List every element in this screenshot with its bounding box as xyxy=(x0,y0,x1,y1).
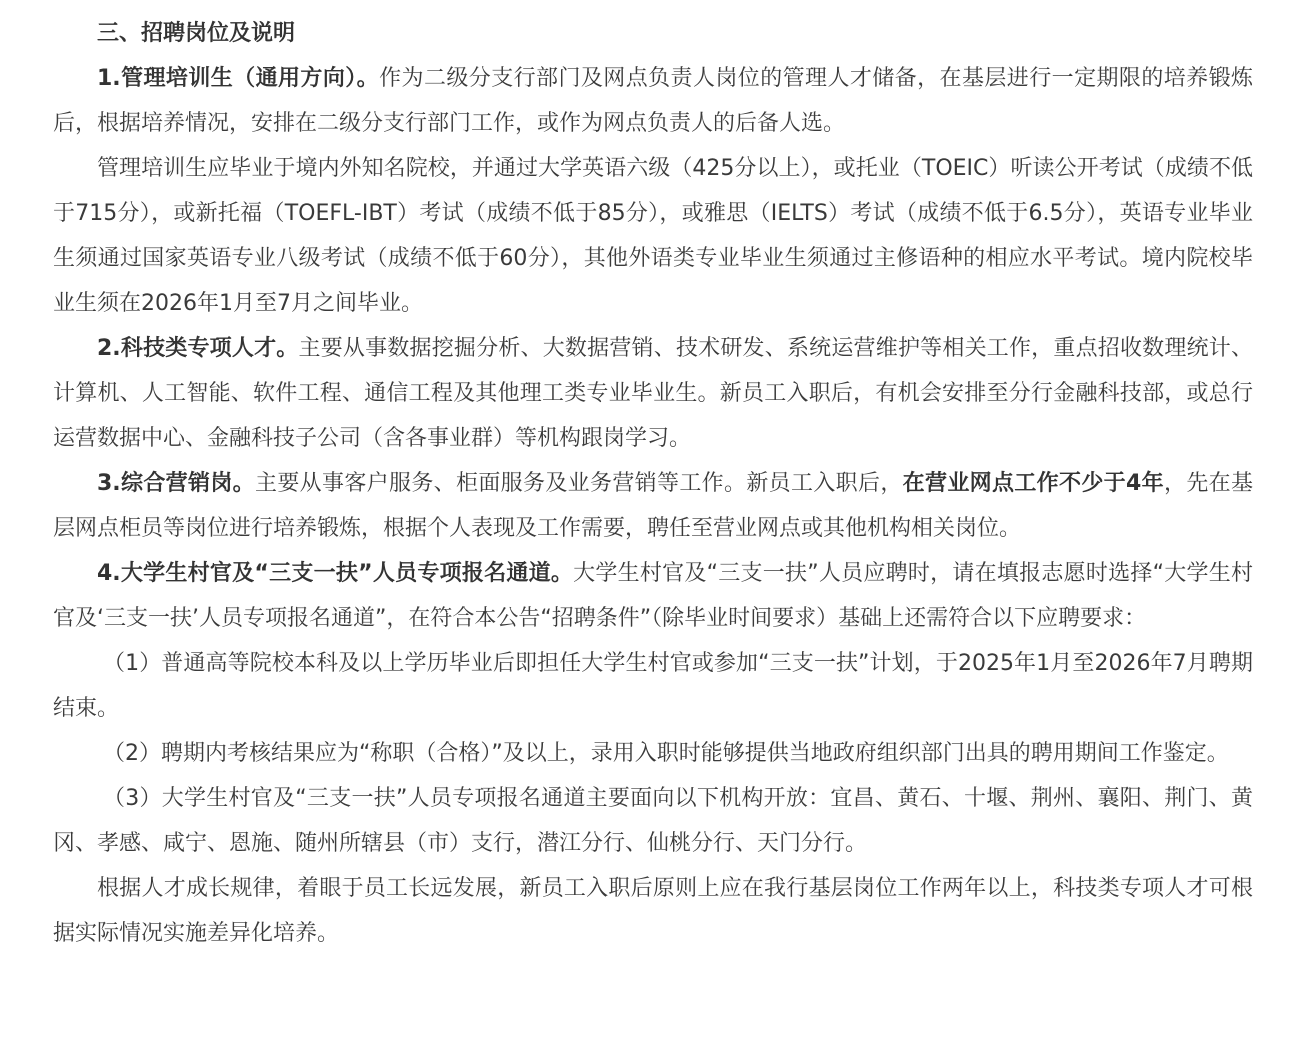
list-item: （3）大学生村官及“三支一扶”人员专项报名通道主要面向以下机构开放：宜昌、黄石、十堰、荆州、襄阳、荆门、黄冈、孝感、咸宁、恩施、随州所辖县（市）支行，潜江分行、仙桃分行、天门分行。 xyxy=(53,786,1253,856)
paragraph-marketing-post xyxy=(53,461,1253,551)
paragraph-text: 主要从事数据挖掘分析、大数据营销、技术研发、系统运营维护等相关工作，重点招收数理统计、计算机、人工智能、软件工程、通信工程及其他理工类专业毕业生。新员工入职后，有机会安排至分行金融科技部，或总行运营数据中心、金融科技子公司（含各事业群）等机构跟岗学习。 xyxy=(53,336,1253,451)
list-item: （1）普通高等院校本科及以上学历毕业后即担任大学生村官或参加“三支一扶”计划，于2025年1月至2026年7月聘期结束。 xyxy=(53,651,1253,721)
section-heading: 三、招聘岗位及说明 xyxy=(97,21,296,46)
paragraph-text: 作为二级分支行部门及网点负责人岗位的管理人才储备，在基层进行一定期限的培养锻炼后，根据培养情况，安排在二级分支行部门工作，或作为网点负责人的后备人选。 xyxy=(53,66,1253,136)
paragraph-closing: 根据人才成长规律，着眼于员工长远发展，新员工入职后原则上应在我行基层岗位工作两年以上，科技类专项人才可根据实际情况实施差异化培养。 xyxy=(53,876,1253,946)
paragraph-tech-talent xyxy=(53,326,1253,461)
paragraph-lead: 3.综合营销岗。 xyxy=(97,471,255,496)
paragraph-management-trainee xyxy=(53,56,1253,146)
paragraph-text: 大学生村官及“三支一扶”人员应聘时，请在填报志愿时选择“大学生村官及‘三支一扶’人员专项报名通道”，在符合本公告“招聘条件”（除毕业时间要求）基础上还需符合以下应聘要求： xyxy=(53,561,1253,631)
paragraph-text: 管理培训生应毕业于境内外知名院校，并通过大学英语六级（425分以上），或托业（TOEIC）听读公开考试（成绩不低于715分），或新托福（TOEFL-IBT）考试（成绩不低于85分），或雅思（IELTS）考试（成绩不低于6.5分），英语专业毕业生须通过国家英语专业八级考试（成绩不低于60分），其他外语类专业毕业生须通过主修语种的相应水平考试。境内院校毕业生须在2026年1月至7月之间毕业。 xyxy=(53,156,1253,316)
paragraph-lead: 1.管理培训生（通用方向）。 xyxy=(97,66,380,91)
list-item: （2）聘期内考核结果应为“称职（合格）”及以上，录用入职时能够提供当地政府组织部门出具的聘用期间工作鉴定。 xyxy=(103,741,1229,766)
paragraph-trainee-requirements xyxy=(53,146,1253,326)
paragraph-lead: 2.科技类专项人才。 xyxy=(97,336,299,361)
paragraph-lead: 4.大学生村官及“三支一扶”人员专项报名通道。 xyxy=(97,561,574,586)
paragraph-emphasis: 在营业网点工作不少于4年 xyxy=(902,471,1164,496)
paragraph-text: ，先在基层网点柜员等岗位进行培养锻炼，根据个人表现及工作需要，聘任至营业网点或其他机构相关岗位。 xyxy=(53,471,1253,541)
paragraph-text: 主要从事客户服务、柜面服务及业务营销等工作。新员工入职后， xyxy=(255,471,903,496)
document-body xyxy=(53,11,1253,956)
paragraph-special-channel xyxy=(53,551,1253,641)
